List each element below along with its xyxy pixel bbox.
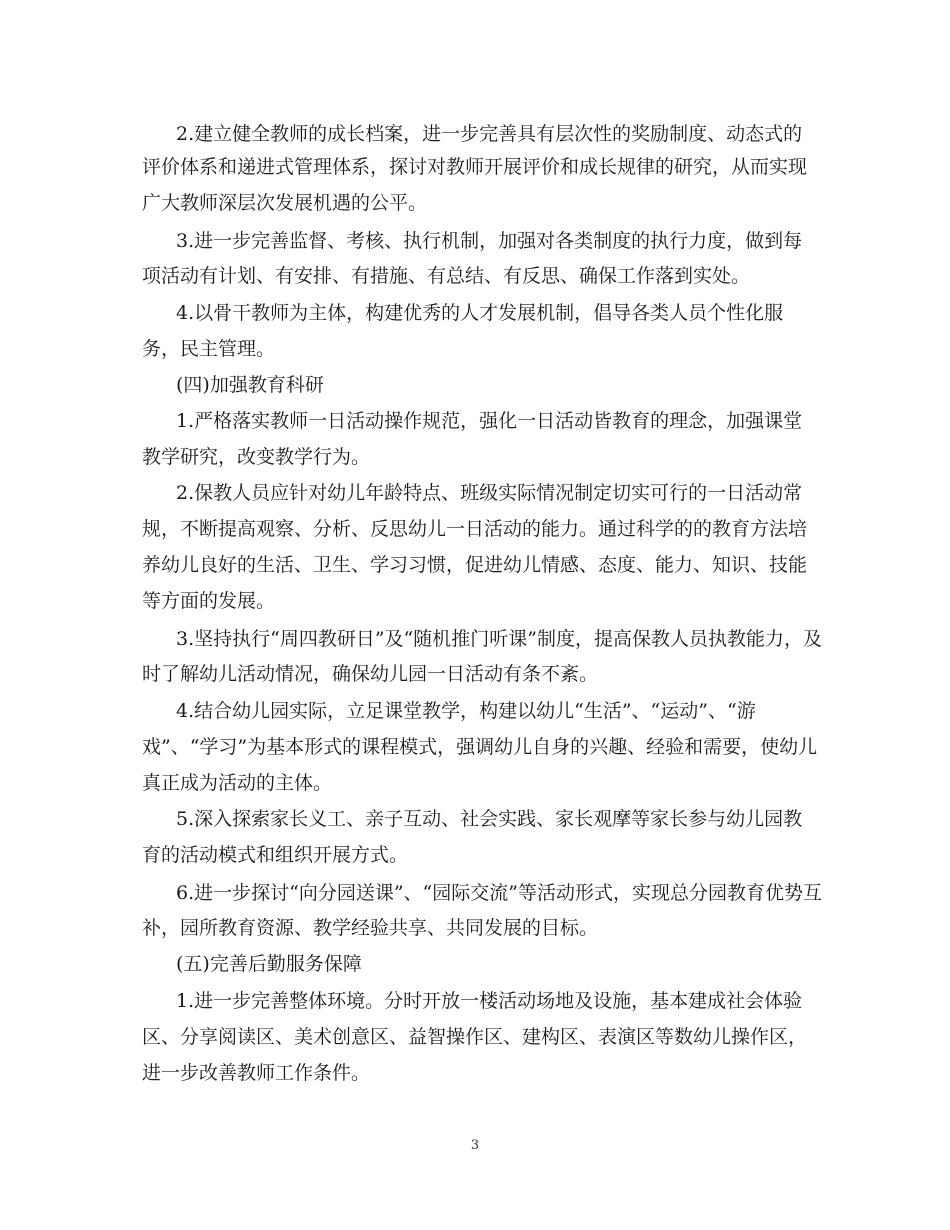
paragraph-line: 3.坚持执行“周四教研日”及“随机推门听课”制度，提高保教人员执教能力，及 (176, 628, 822, 650)
paragraph-line: 务，民主管理。 (142, 338, 276, 360)
paragraph-line: 养幼儿良好的生活、卫生、学习习惯，促进幼儿情感、态度、能力、知识、技能 (142, 554, 808, 576)
paragraph-line: 4.以骨干教师为主体，构建优秀的人才发展机制，倡导各类人员个性化服 (176, 302, 784, 324)
paragraph-line: 教学研究，改变教学行为。 (142, 446, 371, 468)
paragraph-line: 时了解幼儿活动情况，确保幼儿园一日活动有条不紊。 (142, 663, 599, 685)
paragraph-line: 进一步改善教师工作条件。 (142, 1062, 371, 1084)
paragraph-line: 区、分享阅读区、美术创意区、益智操作区、建构区、表演区等数幼儿操作区， (142, 1026, 808, 1048)
paragraph-line: 真正成为活动的主体。 (142, 772, 333, 794)
page-number: 3 (470, 1138, 480, 1153)
paragraph-line: 1.进一步完善整体环境。分时开放一楼活动场地及设施，基本建成社会体验 (176, 990, 803, 1012)
paragraph-line: 4.结合幼儿园实际，立足课堂教学，构建以幼儿“生活”、“运动”、“游 (176, 700, 756, 722)
paragraph-line: 2.建立健全教师的成长档案，进一步完善具有层次性的奖励制度、动态式的 (176, 123, 803, 145)
paragraph-line: 补，园所教育资源、教学经验共享、共同发展的目标。 (142, 917, 599, 939)
paragraph-line: 育的活动模式和组织开展方式。 (142, 844, 409, 866)
section-heading: (四)加强教育科研 (176, 374, 324, 396)
paragraph-line: 广大教师深层次发展机遇的公平。 (142, 192, 428, 214)
paragraph-line: 项活动有计划、有安排、有措施、有总结、有反思、确保工作落到实处。 (142, 265, 751, 287)
paragraph-line: 2.保教人员应针对幼儿年龄特点、班级实际情况制定切实可行的一日活动常 (176, 482, 803, 504)
paragraph-line: 5.深入探索家长义工、亲子互动、社会实践、家长观摩等家长参与幼儿园教 (176, 808, 803, 830)
paragraph-line: 评价体系和递进式管理体系，探讨对教师开展评价和成长规律的研究，从而实现 (142, 156, 808, 178)
section-heading: (五)完善后勤服务保障 (176, 953, 362, 975)
paragraph-line: 戏”、“学习”为基本形式的课程模式，强调幼儿自身的兴趣、经验和需要，使幼儿 (142, 736, 818, 758)
paragraph-line: 1.严格落实教师一日活动操作规范，强化一日活动皆教育的理念，加强课堂 (176, 410, 803, 432)
paragraph-line: 等方面的发展。 (142, 590, 276, 612)
paragraph-line: 6.进一步探讨“向分园送课”、“园际交流”等活动形式，实现总分园教育优势互 (176, 882, 822, 904)
paragraph-line: 规，不断提高观察、分析、反思幼儿一日活动的能力。通过科学的的教育方法培 (142, 518, 808, 540)
paragraph-line: 3.进一步完善监督、考核、执行机制，加强对各类制度的执行力度，做到每 (176, 230, 803, 252)
